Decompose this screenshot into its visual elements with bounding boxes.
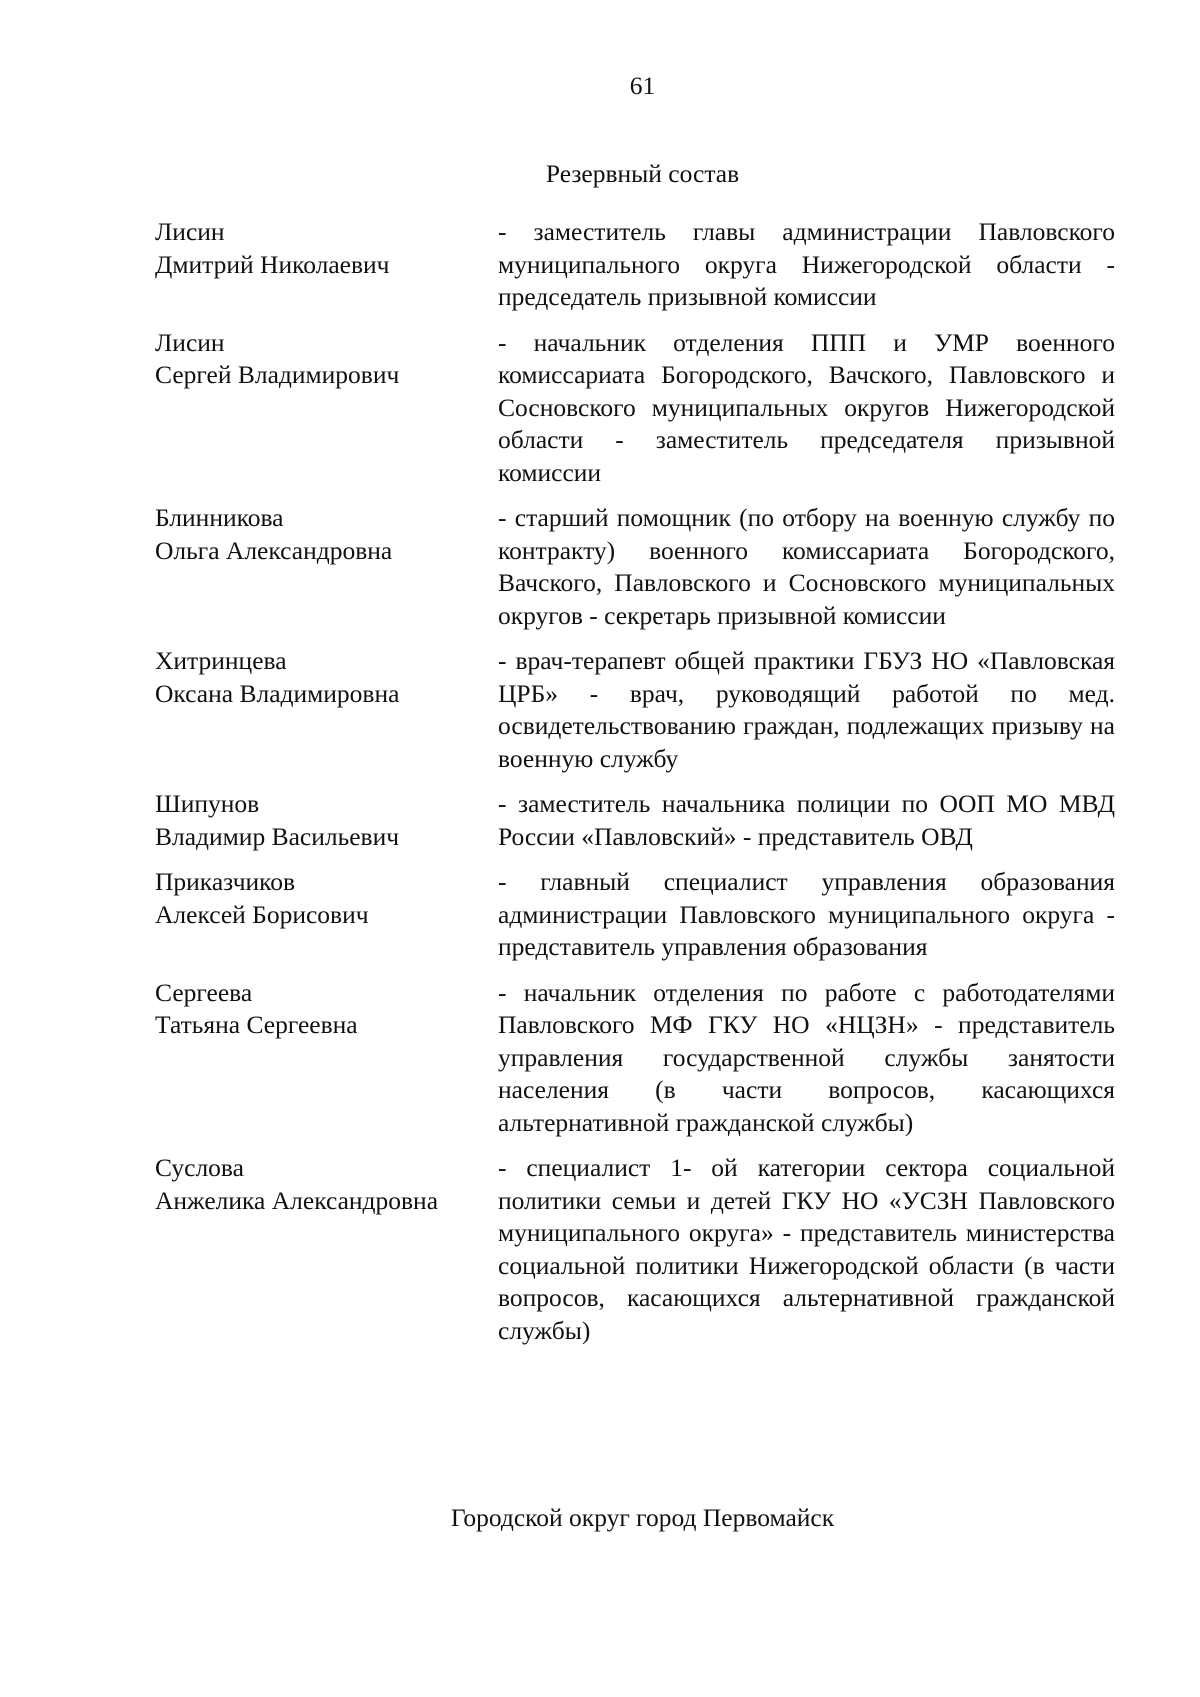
member-name <box>155 327 498 490</box>
member-role: - начальник отделения ППП и УМР военного комиссариата Богородского, Вачского, Павловского и Сосновского муниципальных округов Нижегородской области - заместитель председателя призывной комиссии <box>498 327 1115 487</box>
member-role: - заместитель главы администрации Павловского муниципального округа Нижегородской области - председатель призывной комиссии <box>498 217 1115 311</box>
member-role: - главный специалист управления образования администрации Павловского муниципального округа - представитель управления образования <box>498 867 1115 961</box>
member-name <box>155 1152 498 1347</box>
member-surname: Сергеева <box>155 977 253 1007</box>
member-given-names: Владимир Васильевич <box>155 821 400 851</box>
section-title: Резервный состав <box>545 159 740 188</box>
member-entry <box>155 216 1115 314</box>
member-surname: Блинникова <box>155 503 284 532</box>
member-entry <box>155 1152 1115 1347</box>
members-list <box>155 216 1115 1360</box>
member-entry <box>155 327 1115 490</box>
member-given-names: Татьяна Сергеевна <box>155 1010 358 1039</box>
member-given-names: Алексей Борисович <box>155 899 369 929</box>
member-name <box>155 977 498 1140</box>
member-name <box>155 788 498 853</box>
member-surname: Лисин <box>155 217 225 246</box>
member-entry <box>155 645 1115 775</box>
member-role: - заместитель начальника полиции по ООП МО МВД России «Павловский» - представитель ОВД <box>498 789 1115 851</box>
member-surname: Хитринцева <box>155 646 287 675</box>
member-role: - старший помощник (по отбору на военную службу по контракту) военного комиссариата Богородского, Вачского, Павловского и Сосновского муниципальных округов - секретарь призывной комиссии <box>498 503 1115 630</box>
member-name <box>155 502 498 632</box>
member-surname: Лисин <box>155 327 225 357</box>
member-role: - врач-терапевт общей практики ГБУЗ НО «Павловская ЦРБ» - врач, руководящий работой по мед. освидетельствованию граждан, подлежащих призыву на военную службу <box>498 646 1115 773</box>
member-entry <box>155 502 1115 632</box>
member-given-names: Дмитрий Николаевич <box>155 249 390 279</box>
member-name <box>155 216 498 314</box>
member-name <box>155 866 498 964</box>
member-given-names: Анжелика Александровна <box>155 1185 439 1215</box>
member-role: - начальник отделения по работе с работодателями Павловского МФ ГКУ НО «НЦЗН» - представитель управления государственной службы занятости населения (в части вопросов, касающихся альтернативной гражданской службы) <box>498 977 1115 1137</box>
member-given-names: Сергей Владимирович <box>155 360 400 389</box>
page-number: 61 <box>629 71 656 100</box>
member-given-names: Ольга Александровна <box>155 535 393 565</box>
footer-title: Городской округ город Первомайск <box>450 1503 835 1532</box>
member-given-names: Оксана Владимировна <box>155 678 400 708</box>
member-role: - специалист 1- ой категории сектора социальной политики семьи и детей ГКУ НО «УСЗН Павловского муниципального округа» - представитель министерства социальной политики Нижегородской области (в части вопросов, касающихся альтернативной гражданской службы) <box>498 1153 1115 1345</box>
member-entry <box>155 977 1115 1140</box>
member-entry <box>155 866 1115 964</box>
member-surname: Суслова <box>155 1153 244 1182</box>
member-surname: Шипунов <box>155 789 260 818</box>
member-name <box>155 645 498 775</box>
member-surname: Приказчиков <box>155 867 296 896</box>
member-entry <box>155 788 1115 853</box>
